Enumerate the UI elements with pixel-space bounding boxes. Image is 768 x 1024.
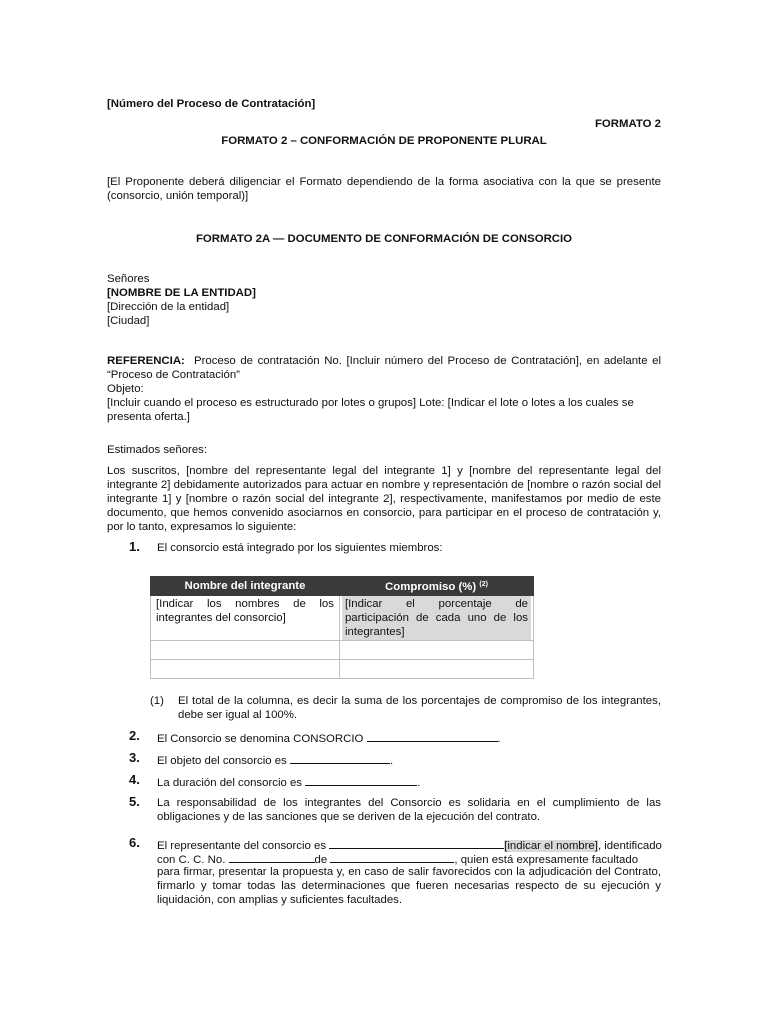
- object-label: Objeto:: [107, 383, 144, 395]
- item-text: El objeto del consorcio es: [157, 755, 287, 767]
- consortium-object-blank[interactable]: [290, 752, 390, 764]
- representative-name-blank[interactable]: [329, 837, 504, 849]
- intro-paragraph: Los suscritos, [nombre del representante legal del integrante 1] y [nombre del representante legal del integrante 2] debidamente autorizados para actuar en nombre y representación de [nombre o razón social del integrante 1] y [nombre o razón social del integrante 2], respectivamente, manifestamos por medio de este documento, que hemos convenido asociarnos en consorcio, para participar en el proceso de contratación y, por lo tanto, expresamos lo siguiente:: [107, 465, 661, 533]
- id-city-blank[interactable]: [330, 851, 454, 863]
- consortium-name-blank[interactable]: [367, 730, 498, 742]
- column-header-name: Nombre del integrante: [151, 577, 340, 596]
- column-header-commitment: Compromiso (%) $^{(2)}$: [339, 577, 533, 596]
- reference-text: Proceso de contratación No. [Incluir número del Proceso de Contratación], en adelante el “Proceso de Contratación”: [107, 355, 661, 381]
- table-cell-name[interactable]: [151, 641, 340, 660]
- footnote-ref: (2): [479, 581, 488, 588]
- table-row: [151, 596, 534, 641]
- item-number: 5.: [129, 794, 140, 809]
- table-row: [151, 660, 534, 679]
- table-cell-commitment[interactable]: [Indicar el porcentaje de participación de cada uno de los integrantes]: [339, 596, 533, 641]
- item-number: 4.: [129, 772, 140, 787]
- instruction-text: [El Proponente deberá diligenciar el Formato dependiendo de la forma asociativa con la que se presente (consorcio, unión temporal)]: [107, 176, 661, 202]
- members-table: [150, 576, 534, 679]
- greeting: Estimados señores:: [107, 444, 208, 456]
- reference-block: [107, 354, 661, 382]
- table-cell-name[interactable]: [151, 660, 340, 679]
- document-subtitle: FORMATO 2A — DOCUMENTO DE CONFORMACIÓN DE CONSORCIO: [195, 233, 573, 245]
- footnote-marker: (1): [150, 695, 164, 707]
- salutation: Señores: [107, 273, 150, 285]
- lot-text: [Incluir cuando el proceso es estructurado por lotes o grupos] Lote: [Indicar el lote o lotes a los cuales se presenta oferta.]: [107, 397, 634, 423]
- members-table-wrapper: [150, 576, 534, 679]
- item-number: 6.: [129, 835, 140, 850]
- entity-name: [NOMBRE DE LA ENTIDAD]: [107, 287, 256, 299]
- id-number-blank[interactable]: [229, 851, 315, 863]
- highlighted-placeholder: [indicar el nombre]: [504, 840, 598, 852]
- process-number: [Número del Proceso de Contratación]: [107, 98, 316, 110]
- table-header-row: [151, 577, 534, 596]
- item-number: 1.: [129, 539, 140, 554]
- item-text: La responsabilidad de los integrantes del Consorcio es solidaria en el cumplimiento de las obligaciones y de las sanciones que se deriven de la ejecución del contrato.: [157, 797, 661, 823]
- footnote-text: El total de la columna, es decir la suma de los porcentajes de compromiso de los integrantes, debe ser igual al 100%.: [178, 695, 661, 721]
- table-cell-commitment[interactable]: [339, 641, 533, 660]
- item-text: para firmar, presentar la propuesta y, en caso de salir favorecidos con la adjudicación del Contrato, firmarlo y tomar todas las determinaciones que fueren necesarias respecto de su ejecución y liquidación, con amplias y suficientes facultades.: [157, 866, 661, 906]
- reference-label: REFERENCIA:: [107, 355, 185, 367]
- entity-address: [Dirección de la entidad]: [107, 301, 230, 313]
- entity-city: [Ciudad]: [107, 315, 150, 327]
- table-cell-name[interactable]: [Indicar los nombres de los integrantes del consorcio]: [151, 596, 340, 641]
- table-cell-commitment[interactable]: [339, 660, 533, 679]
- item-number: 2.: [129, 728, 140, 743]
- consortium-duration-blank[interactable]: [305, 774, 417, 786]
- recipient-block: [107, 272, 661, 328]
- document-page: [Número del Proceso de Contratación] FORMATO 2 FORMATO 2 – CONFORMACIÓN DE PROPONENTE PLURAL [El Proponente deberá diligenciar el Formato dependiendo de la forma asociativa con la que se presente (consorcio, unión temporal)] FORMATO 2A — DOCUMENTO DE CONFORMACIÓN DE CONSORCIO Señores [NOMBRE DE LA ENTIDAD] [Dirección de la entidad] [Ciudad] REFERENCIA: Proceso de contratación No. [Incluir número del Proceso de Contratación], en adelante el “Proceso de Contratación” Objeto: [Incluir cuando el proceso es estructurado por lotes o grupos] Lote: [Indicar el lote o lotes a los cuales se presenta oferta.] Estimados señores: Los suscritos, [nombre del representante legal del integrante 1] y [nombre del representante legal del integrante 2] debidamente autorizados para actuar en nombre y representación de [nombre o razón social del integrante 1] y [nombre o razón social del integrante 2], respectivamente, manifestamos por medio de este documento, que hemos convenido asociarnos en consorcio, para participar en el proceso de contratación y, por lo tanto, expresamos lo siguiente: 1. El consorcio está integrado por los siguientes miembros: Nombre del integrante Compromiso (%) $^{(2)}$ [Indicar los nombres de los integrantes del consorcio] [Indicar el porcentaje de participación de cada uno de los integrantes] (1) El total de la columna, es decir la suma de los porcentajes de compromiso de los integrantes, debe ser igual al 100%. 2. El Consorcio se denomina CONSORCIO . 3. El objeto del consorcio es . 4. La duración del consorcio es . 5. La responsabilidad de los integrantes del Consorcio es solidaria en el cumplimiento de las obligaciones y de las sanciones que se deriven de la ejecución del contrato. 6. El representante del consorcio es [indicar el nombre], identificado con C. C. No. de , quien está expresamente facultado para firmar, presentar la propuesta y, en caso de salir favorecidos con la adjudicación del Contrato, firmarlo y tomar todas las determinaciones que fueren necesarias respecto de su ejecución y liquidación, con amplias y suficientes facultades.: [107, 98, 662, 906]
- table-row: [151, 641, 534, 660]
- item-text: La duración del consorcio es: [157, 777, 303, 789]
- formato-label: FORMATO 2: [594, 118, 661, 130]
- formato-title: FORMATO 2 – CONFORMACIÓN DE PROPONENTE PLURAL: [221, 135, 547, 147]
- item-text: El Consorcio se denomina CONSORCIO: [157, 733, 364, 745]
- item-text: El consorcio está integrado por los siguientes miembros:: [157, 542, 443, 554]
- item-number: 3.: [129, 750, 140, 765]
